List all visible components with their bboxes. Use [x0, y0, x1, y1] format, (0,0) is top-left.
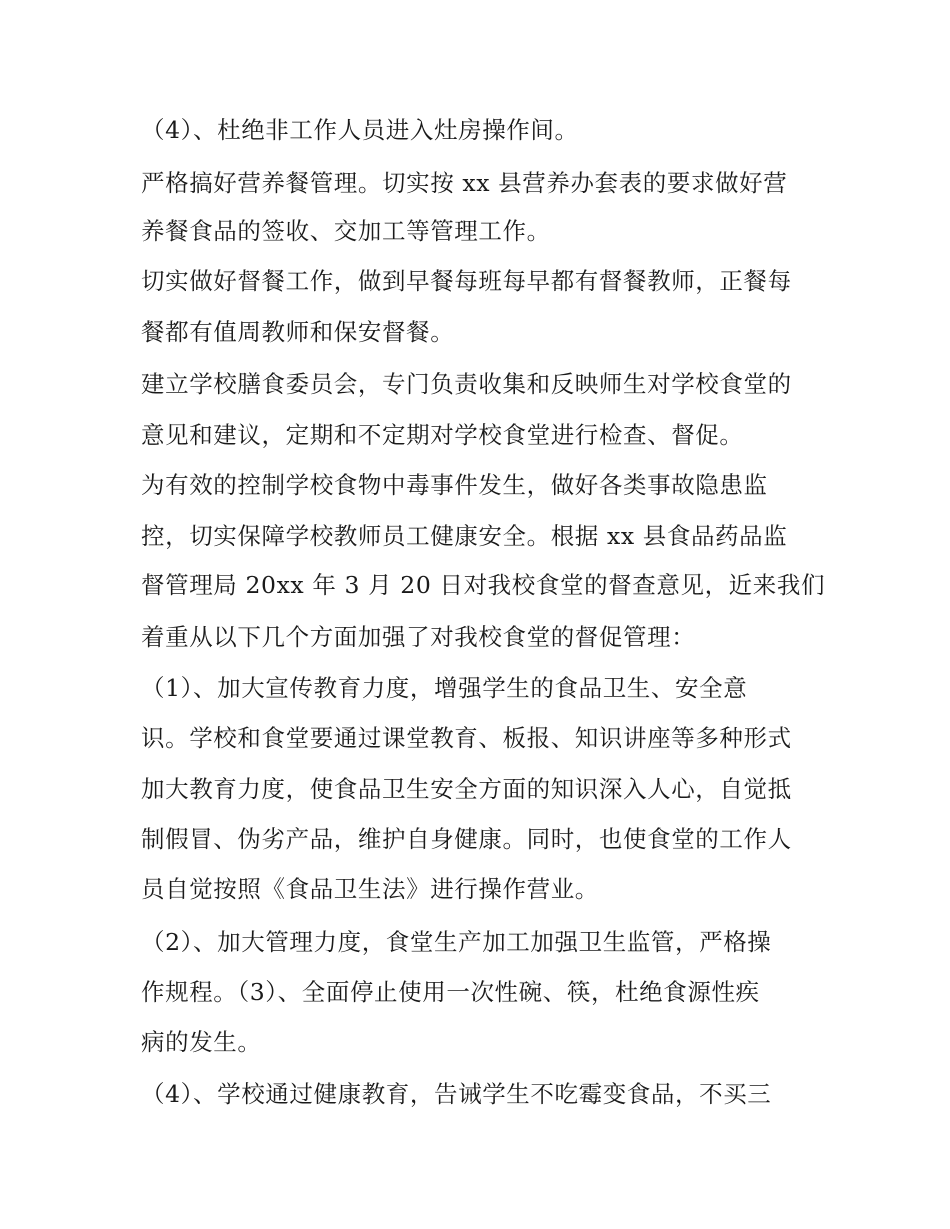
text-line: 建立学校膳食委员会，专门负责收集和反映师生对学校食堂的	[141, 370, 792, 398]
text-line: 意见和建议，定期和不定期对学校食堂进行检查、督促。	[141, 421, 744, 449]
text-line: 为有效的控制学校食物中毒事件发生，做好各类事故隐患监	[141, 471, 768, 499]
text-line: 病的发生。	[141, 1028, 262, 1056]
text-line: 养餐食品的签收、交加工等管理工作。	[141, 217, 551, 245]
text-line: 识。学校和食堂要通过课堂教育、板报、知识讲座等多种形式	[141, 724, 792, 752]
text-line: 餐都有值周教师和保安督餐。	[141, 318, 455, 346]
text-line: 控，切实保障学校教师员工健康安全。根据 xx 县食品药品监	[141, 522, 788, 550]
text-line: （1）、加大宣传教育力度，增强学生的食品卫生、安全意	[141, 674, 748, 702]
text-line: （4）、学校通过健康教育，告诫学生不吃霉变食品，不买三	[141, 1080, 772, 1108]
text-line: 严格搞好营养餐管理。切实按 xx 县营养办套表的要求做好营	[141, 169, 788, 197]
text-line: 着重从以下几个方面加强了对我校食堂的督促管理：	[141, 623, 696, 651]
text-line: 加大教育力度，使食品卫生安全方面的知识深入人心，自觉抵	[141, 775, 792, 803]
text-line: 作规程。（3）、全面停止使用一次性碗、筷，杜绝食源性疾	[141, 978, 760, 1006]
text-line: （4）、杜绝非工作人员进入灶房操作间。	[141, 116, 579, 144]
text-line: 督管理局 20xx 年 3 月 20 日对我校食堂的督查意见，近来我们	[141, 571, 826, 599]
text-line: （2）、加大管理力度，食堂生产加工加强卫生监管，严格操	[141, 928, 772, 956]
text-line: 员自觉按照《食品卫生法》进行操作营业。	[141, 875, 599, 903]
text-line: 切实做好督餐工作，做到早餐每班每早都有督餐教师，正餐每	[141, 267, 792, 295]
text-line: 制假冒、伪劣产品，维护自身健康。同时，也使食堂的工作人	[141, 825, 792, 853]
